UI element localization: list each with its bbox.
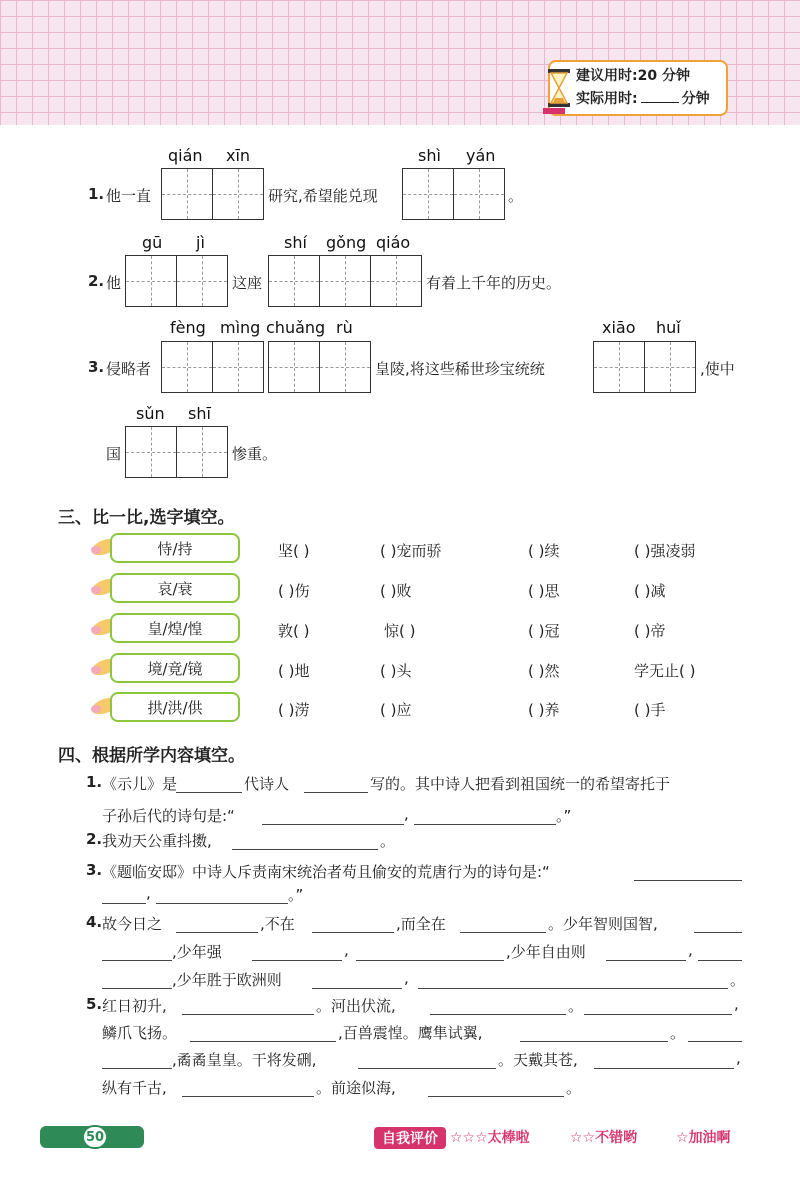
fill-blank[interactable]: ( )强凌弱 — [634, 542, 696, 560]
question-text: 纵有千古, — [102, 1079, 167, 1097]
question-text: 子孙后代的诗句是:“ — [102, 807, 235, 825]
pinyin: shì — [418, 146, 441, 165]
question-text: ,少年强 — [172, 943, 222, 961]
pinyin: shī — [188, 404, 211, 423]
char-choice-pill: 哀/衰 — [110, 573, 240, 603]
period: 。 — [670, 1024, 686, 1042]
question-text: ,不在 — [260, 915, 295, 933]
answer-line[interactable] — [460, 932, 546, 933]
question-text: ,少年胜于欧洲则 — [172, 971, 282, 989]
question-text: 。前途似海, — [316, 1079, 396, 1097]
question-number: 1. — [88, 185, 105, 203]
answer-line[interactable] — [634, 880, 742, 881]
fill-blank[interactable]: ( )应 — [380, 701, 412, 719]
question-number: 1. — [86, 773, 103, 791]
period: 。 — [568, 997, 584, 1015]
question-text: 。 — [508, 187, 524, 205]
answer-line[interactable] — [102, 960, 172, 961]
comma: , — [404, 805, 409, 823]
char-choice-pill: 拱/洪/供 — [110, 692, 240, 722]
char-choice-pill: 境/竟/镜 — [110, 653, 240, 683]
question-text: 我劝天公重抖擞, — [102, 832, 212, 850]
question-text: 惨重。 — [232, 445, 278, 463]
char-choice-pill: 恃/持 — [110, 533, 240, 563]
section-title: 四、根据所学内容填空。 — [58, 746, 245, 766]
writing-box[interactable] — [268, 255, 320, 307]
writing-box[interactable] — [453, 168, 505, 220]
answer-line[interactable] — [698, 960, 742, 961]
answer-line[interactable] — [252, 960, 342, 961]
writing-box[interactable] — [125, 255, 177, 307]
writing-box[interactable] — [212, 168, 264, 220]
comma: , — [736, 1049, 741, 1067]
pinyin: mìng — [220, 318, 261, 337]
eval-option-1[interactable]: ☆☆☆太棒啦 — [450, 1130, 530, 1146]
question-text: ,百兽震惶。鹰隼试翼, — [338, 1024, 483, 1042]
question-text: 写的。其中诗人把看到祖国统一的希望寄托于 — [370, 775, 671, 793]
char-choice-pill: 皇/煌/惶 — [110, 613, 240, 643]
star-icon: ☆ — [676, 1130, 689, 1146]
answer-line[interactable] — [182, 1014, 314, 1015]
fill-blank[interactable]: ( )宠而骄 — [380, 542, 442, 560]
question-number: 5. — [86, 995, 103, 1013]
pinyin: shí — [284, 233, 307, 252]
question-text: ,使中 — [700, 360, 735, 378]
fill-blank[interactable]: ( )伤 — [278, 582, 310, 600]
star-icon: ☆☆☆ — [450, 1130, 488, 1146]
eval-option-3[interactable]: ☆加油啊 — [676, 1130, 731, 1146]
question-text: ,矞矞皇皇。干将发硎, — [172, 1051, 317, 1069]
answer-line[interactable] — [312, 932, 394, 933]
answer-line[interactable] — [428, 1096, 564, 1097]
comma: , — [688, 941, 693, 959]
question-text: 。少年智则国智, — [548, 915, 658, 933]
question-number: 2. — [86, 830, 103, 848]
question-text: 国 — [106, 445, 122, 463]
answer-line[interactable] — [594, 1068, 734, 1069]
answer-line[interactable] — [182, 1096, 314, 1097]
question-text: ,而全在 — [396, 915, 446, 933]
question-text: 侵略者 — [106, 360, 152, 378]
writing-box[interactable] — [161, 341, 213, 393]
answer-line[interactable] — [312, 988, 402, 989]
answer-line[interactable] — [430, 1014, 566, 1015]
question-text: 皇陵,将这些稀世珍宝统统 — [375, 360, 545, 378]
writing-box[interactable] — [125, 426, 177, 478]
writing-box[interactable] — [370, 255, 422, 307]
suggested-time: 建议用时:20 分钟 — [576, 68, 690, 84]
answer-line[interactable] — [176, 792, 242, 793]
question-text: 故今日之 — [102, 915, 163, 933]
answer-line[interactable] — [584, 1014, 732, 1015]
question-text: 代诗人 — [244, 775, 290, 793]
pinyin: huǐ — [656, 318, 681, 337]
fill-blank[interactable]: ( )头 — [380, 662, 412, 680]
question-text: 《示儿》是 — [102, 775, 178, 793]
writing-box[interactable] — [319, 255, 371, 307]
fill-blank[interactable]: ( )减 — [634, 582, 666, 600]
answer-line[interactable] — [190, 1041, 336, 1042]
writing-box[interactable] — [402, 168, 454, 220]
comma: , — [146, 884, 151, 902]
question-text: 他一直 — [106, 187, 152, 205]
pinyin: xīn — [226, 146, 251, 165]
answer-line[interactable] — [414, 824, 556, 825]
writing-box[interactable] — [176, 255, 228, 307]
writing-box[interactable] — [319, 341, 371, 393]
comma: , — [404, 969, 409, 987]
fill-blank[interactable]: ( )然 — [528, 662, 560, 680]
comma: , — [734, 995, 739, 1013]
fill-blank[interactable]: 敦( ) — [278, 622, 310, 640]
pinyin: sǔn — [136, 404, 165, 423]
pinyin: gǒng — [326, 233, 367, 252]
period: 。 — [566, 1079, 582, 1097]
pinyin: qiáo — [376, 233, 411, 252]
question-text: 鳞爪飞扬。 — [102, 1024, 178, 1042]
hourglass-icon — [546, 68, 572, 108]
self-eval-label: 自我评价 — [374, 1127, 446, 1149]
answer-line[interactable] — [606, 960, 686, 961]
writing-box[interactable] — [268, 341, 320, 393]
section-title: 三、比一比,选字填空。 — [58, 508, 235, 528]
fill-blank[interactable]: ( )思 — [528, 582, 560, 600]
fill-blank[interactable]: ( )手 — [634, 701, 666, 719]
question-text: 。天戴其苍, — [498, 1051, 578, 1069]
fill-blank[interactable]: ( )冠 — [528, 622, 560, 640]
pinyin: chuǎng — [266, 318, 326, 337]
period: 。 — [730, 971, 746, 989]
answer-line[interactable] — [176, 932, 258, 933]
question-number: 3. — [86, 861, 103, 879]
actual-time: 实际用时: 分钟 — [576, 91, 710, 107]
star-icon: ☆☆ — [570, 1130, 596, 1146]
question-text: 。” — [556, 807, 572, 825]
question-text: 。” — [288, 886, 304, 904]
pinyin: jì — [196, 233, 205, 252]
question-text: 《题临安邸》中诗人斥责南宋统治者苟且偷安的荒唐行为的诗句是:“ — [102, 863, 550, 881]
answer-line[interactable] — [358, 1068, 496, 1069]
question-text: 他 — [106, 274, 122, 292]
answer-line[interactable] — [694, 932, 742, 933]
answer-line[interactable] — [156, 903, 288, 904]
pinyin: rù — [336, 318, 353, 337]
writing-box[interactable] — [593, 341, 645, 393]
book-decoration — [543, 108, 565, 114]
answer-line[interactable] — [102, 1068, 172, 1069]
answer-line[interactable] — [688, 1041, 742, 1042]
fill-blank[interactable]: 学无止( ) — [634, 662, 696, 680]
fill-blank[interactable]: ( )续 — [528, 542, 560, 560]
writing-box[interactable] — [176, 426, 228, 478]
question-text: ,少年自由则 — [506, 943, 586, 961]
answer-line[interactable] — [356, 960, 504, 961]
question-number: 3. — [88, 358, 105, 376]
answer-line[interactable] — [304, 792, 368, 793]
time-box — [548, 60, 728, 116]
fill-blank[interactable]: ( )养 — [528, 701, 560, 719]
question-text: 这座 — [232, 274, 263, 292]
fill-blank[interactable]: 坚( ) — [278, 542, 310, 560]
question-text: 。 — [380, 832, 396, 850]
fill-blank[interactable]: ( )败 — [380, 582, 412, 600]
comma: , — [344, 941, 349, 959]
page-number: 50 — [82, 1125, 108, 1149]
answer-line[interactable] — [232, 849, 378, 850]
question-text: 研究,希望能兑现 — [268, 187, 378, 205]
question-number: 2. — [88, 272, 105, 290]
question-text: 。河出伏流, — [316, 997, 396, 1015]
pinyin: qián — [168, 146, 203, 165]
pinyin: yán — [466, 146, 496, 165]
answer-line[interactable] — [418, 988, 728, 989]
writing-box[interactable] — [644, 341, 696, 393]
fill-blank[interactable]: 惊( ) — [384, 622, 416, 640]
question-text: 红日初升, — [102, 997, 167, 1015]
fill-blank[interactable]: ( )涝 — [278, 701, 310, 719]
answer-line[interactable] — [102, 903, 146, 904]
question-number: 4. — [86, 913, 103, 931]
answer-line[interactable] — [262, 824, 404, 825]
answer-line[interactable] — [520, 1041, 668, 1042]
fill-blank[interactable]: ( )帝 — [634, 622, 666, 640]
eval-option-2[interactable]: ☆☆不错哟 — [570, 1130, 638, 1146]
pinyin: fèng — [170, 318, 206, 337]
writing-box[interactable] — [212, 341, 264, 393]
question-text: 有着上千年的历史。 — [426, 274, 562, 292]
fill-blank[interactable]: ( )地 — [278, 662, 310, 680]
pinyin: xiāo — [602, 318, 636, 337]
pinyin: gū — [142, 233, 163, 252]
answer-line[interactable] — [102, 988, 172, 989]
writing-box[interactable] — [161, 168, 213, 220]
